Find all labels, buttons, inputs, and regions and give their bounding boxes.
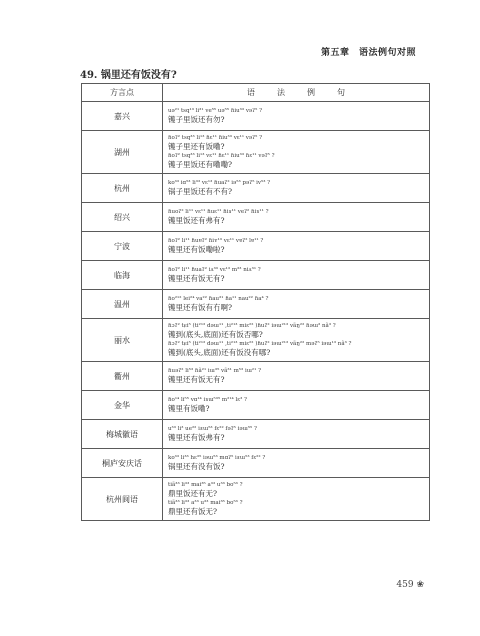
example-sentence-cell — [163, 261, 430, 290]
phonetic-transcription: tiã³³ li³³ mai³⁵ a³³ u³³ bo⁵³ ? — [168, 482, 243, 488]
running-head: 第五章 语法例句对照 — [320, 48, 416, 58]
table-row — [82, 449, 430, 478]
dialect-point-cell: 绍兴 — [82, 203, 163, 232]
table-row — [82, 102, 430, 131]
phonetic-transcription: ko³³ iɑ⁵³ li³³ vɛ¹³ ɦuaʔ² iə⁵³ pəʔ⁵ iv⁵³ ? — [168, 180, 271, 186]
phonetic-transcription: ɦo¹⁴ li⁵⁵ vɑ¹⁴ iɤɯ⁵³⁵ m²¹⁴ lɛ³ ? — [168, 397, 248, 403]
example-sentence-cell — [163, 449, 430, 478]
dialect-sentence: 镬子里还有饭嘞? — [168, 142, 225, 151]
dialect-sentence: 鼎里饭还有无? — [168, 489, 218, 498]
page-number: 459 ❀ — [396, 580, 424, 590]
dialect-table — [81, 83, 430, 521]
table-row — [82, 261, 430, 290]
phonetic-transcription: ɦo²¹² lei²⁴ va²² ɦau³¹ ɦa¹¹ nau²² ɦa⁴ ? — [168, 296, 269, 302]
table-row — [82, 362, 430, 391]
phonetic-transcription: ɦɔʔ² tɕi⁵ (ti²¹³ dəɯ¹¹ ,ti²¹³ miɛ²² )ɦuʔ² iəɯ²¹³ vãŋ²² məʔ⁵ iəɯ¹³ nã³ ? — [168, 341, 352, 347]
table-row — [82, 420, 430, 449]
example-sentence-cell — [163, 102, 430, 131]
example-sentence-cell — [163, 362, 430, 391]
phonetic-transcription: uə²¹ tsq¹³ li³¹ ve⁵⁵ uə⁵⁵ ɦiu³³ vəʔ⁵ ? — [168, 108, 263, 114]
dialect-point-cell: 桐庐安庆话 — [82, 449, 163, 478]
table-row — [82, 319, 430, 362]
dialect-sentence: 镬里还有饭无有? — [168, 274, 225, 283]
dialect-point-cell: 宁波 — [82, 232, 163, 261]
dialect-point-cell: 衢州 — [82, 362, 163, 391]
table-row — [82, 290, 430, 319]
header-grammar-example: 语法例句 — [163, 84, 430, 102]
example-sentence-cell — [163, 232, 430, 261]
dialect-sentence: 镬里饭还有弗有? — [168, 216, 225, 225]
table-row — [82, 478, 430, 521]
table-row — [82, 131, 430, 174]
dialect-sentence: 锅里还有没有饭? — [168, 462, 225, 471]
phonetic-transcription: ɦoʔ² tsq³³ li¹³ vɛ¹¹ ɦɛ¹¹ ɦiu³³ ɦɛ¹¹ vəʔ⁵ ? — [168, 153, 275, 159]
dialect-point-cell: 梅城徽语 — [82, 420, 163, 449]
example-sentence-cell — [163, 290, 430, 319]
dialect-sentence: 锅子里饭还有不有? — [168, 187, 233, 196]
dialect-sentence: 镬里还有饭有冇啊? — [168, 303, 233, 312]
dialect-sentence: 镬里还有饭弗有? — [168, 433, 225, 442]
phonetic-transcription: ɦɔʔ² tɕi⁵ (ti²¹³ dəɯ¹¹ ,ti²¹³ miɛ²² )ɦuʔ² iəɯ²¹³ vãŋ²² ɦəɯ³ nã³ ? — [168, 323, 336, 329]
example-sentence-cell — [163, 420, 430, 449]
dialect-point-cell: 金华 — [82, 391, 163, 420]
table-header-row — [82, 84, 430, 102]
phonetic-transcription: ɦoʔ² li¹¹ ɦuɐʔ² ɦiʏ¹³ vɛ¹¹ vɐʔ² lɐ¹¹ ? — [168, 238, 264, 244]
dialect-point-cell: 杭州 — [82, 174, 163, 203]
phonetic-transcription: ko³³ li³³ hɛ³⁵ iəɯ⁵³ mɑʔ⁵ iɤɯ⁵³ fɛ²² ? — [168, 455, 266, 461]
table-row — [82, 174, 430, 203]
table-row — [82, 203, 430, 232]
dialect-sentence: 镬到(底头,底面)还有饭否哪? — [168, 330, 263, 339]
example-sentence-cell — [163, 203, 430, 232]
dialect-point-cell: 温州 — [82, 290, 163, 319]
phonetic-transcription: ɦoʔ² li¹¹ ɦuaʔ² iʌ³³ vɛ¹³ m³³ niʌ³¹ ? — [168, 267, 261, 273]
dialect-point-cell: 临海 — [82, 261, 163, 290]
dialect-sentence: 鼎里还有饭无? — [168, 507, 218, 516]
dialect-point-cell: 杭州阆语 — [82, 478, 163, 521]
dialect-sentence: 镬里有饭嘞? — [168, 404, 210, 413]
phonetic-transcription: ɦuəʔ² li⁵³ ɦã²¹ iɯ³⁵ vã³¹ m⁵³ iɯ²¹ ? — [168, 368, 262, 374]
phonetic-transcription: ɦoʔ² tsq³³ li¹³ ɦɛ¹¹ ɦiu³³ vɛ¹¹ vəʔ⁵ ? — [168, 135, 263, 141]
dialect-point-cell: 丽水 — [82, 319, 163, 362]
table-row — [82, 391, 430, 420]
phonetic-transcription: tiã³³ li³³ a³³ u³³ mai³⁵ bo⁵³ ? — [168, 500, 243, 506]
example-sentence-cell — [163, 131, 430, 174]
dialect-sentence: 镬子里饭还有勿? — [168, 115, 225, 124]
dialect-sentence: 镬里还有饭嘞啦? — [168, 245, 225, 254]
header-dialect-point: 方言点 — [82, 84, 163, 102]
dialect-point-cell: 嘉兴 — [82, 102, 163, 131]
example-sentence-cell — [163, 319, 430, 362]
dialect-sentence: 镬到(底头,底面)还有饭没有哪? — [168, 348, 271, 357]
dialect-sentence: 镬里还有饭无有? — [168, 375, 225, 384]
phonetic-transcription: ɦuoʔ² li¹¹ vɛ¹¹ ɦuɛ¹¹ ɦiɤ¹¹ veʔ² ɦiɤ¹¹ ? — [168, 209, 269, 215]
table-row — [82, 232, 430, 261]
dialect-sentence: 镬子里饭还有嘞嘞? — [168, 160, 233, 169]
phonetic-transcription: u³³ li³ ue²² iɤɯ⁵³ fɛ²² fəʔ⁵ iəɯ⁵⁵ ? — [168, 426, 257, 432]
example-sentence-cell — [163, 478, 430, 521]
example-sentence-cell — [163, 391, 430, 420]
dialect-point-cell: 湖州 — [82, 131, 163, 174]
section-title: 49. 锅里还有饭没有? — [80, 70, 177, 81]
example-sentence-cell — [163, 174, 430, 203]
